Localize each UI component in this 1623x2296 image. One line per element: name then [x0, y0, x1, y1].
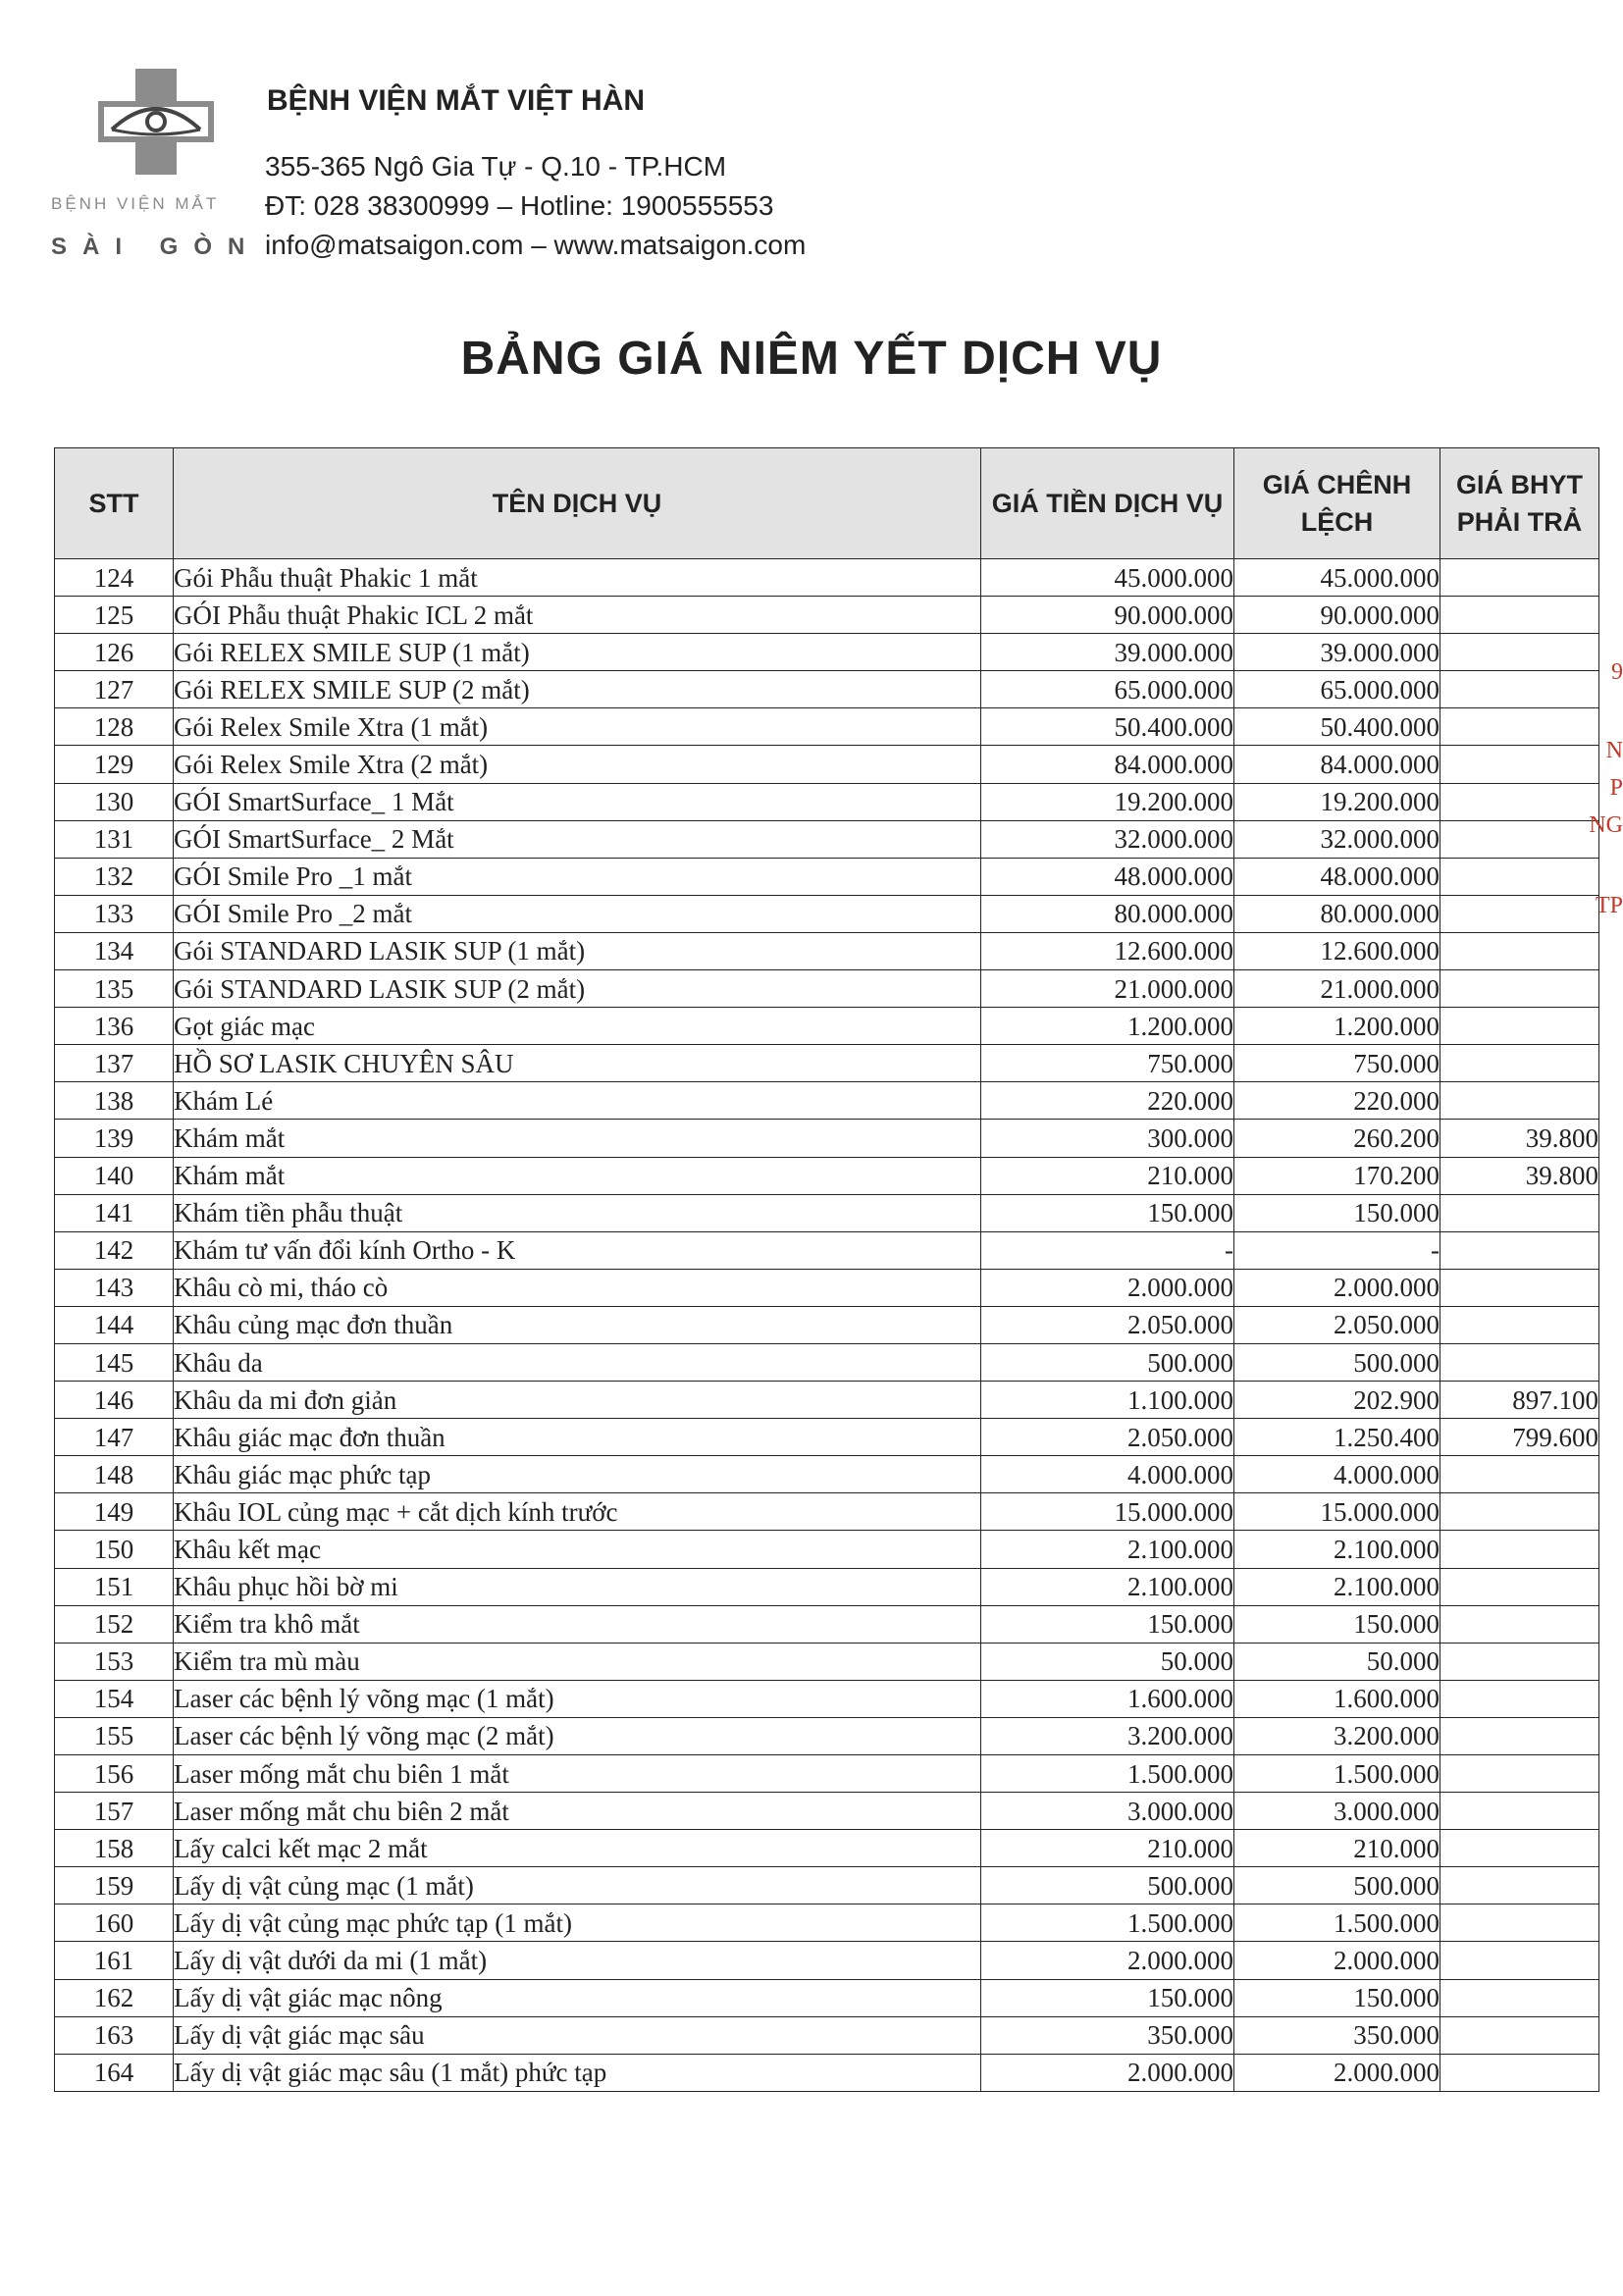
- cell-price-difference: 350.000: [1234, 2016, 1440, 2054]
- cell-service-name: Gói STANDARD LASIK SUP (1 mắt): [174, 932, 981, 969]
- cell-bhyt-price: [1440, 1493, 1599, 1531]
- cell-price-difference: 12.600.000: [1234, 932, 1440, 969]
- cell-service-price: 15.000.000: [981, 1493, 1234, 1531]
- cell-bhyt-price: [1440, 1082, 1599, 1120]
- cell-bhyt-price: [1440, 895, 1599, 932]
- cell-service-price: 150.000: [981, 1194, 1234, 1231]
- cell-service-price: 1.500.000: [981, 1905, 1234, 1942]
- cell-bhyt-price: [1440, 2016, 1599, 2054]
- cell-price-difference: 2.100.000: [1234, 1531, 1440, 1568]
- cell-service-price: 2.050.000: [981, 1419, 1234, 1456]
- cell-service-name: Khâu giác mạc đơn thuần: [174, 1419, 981, 1456]
- cell-service-price: 50.000: [981, 1643, 1234, 1680]
- cell-stt: 146: [55, 1382, 174, 1419]
- cell-service-name: Lấy dị vật củng mạc (1 mắt): [174, 1867, 981, 1905]
- logo-text-line1: BỆNH VIỆN MẮT: [51, 194, 220, 213]
- cell-service-name: Kiểm tra khô mắt: [174, 1605, 981, 1643]
- cell-stt: 141: [55, 1194, 174, 1231]
- table-row: [55, 1793, 1599, 1830]
- cell-service-name: Khâu củng mạc đơn thuần: [174, 1306, 981, 1343]
- cell-service-price: 45.000.000: [981, 559, 1234, 597]
- cell-bhyt-price: [1440, 1680, 1599, 1717]
- cell-stt: 149: [55, 1493, 174, 1531]
- table-row: [55, 1942, 1599, 1979]
- table-row: [55, 1605, 1599, 1643]
- cell-bhyt-price: [1440, 559, 1599, 597]
- cell-price-difference: 48.000.000: [1234, 858, 1440, 895]
- cell-service-price: 21.000.000: [981, 970, 1234, 1008]
- cell-price-difference: 3.200.000: [1234, 1717, 1440, 1754]
- price-table: [54, 447, 1599, 2092]
- table-row: [55, 1157, 1599, 1194]
- cell-price-difference: 150.000: [1234, 1605, 1440, 1643]
- cell-service-price: 1.200.000: [981, 1008, 1234, 1045]
- cell-bhyt-price: [1440, 1867, 1599, 1905]
- cell-service-price: 1.600.000: [981, 1680, 1234, 1717]
- cell-stt: 129: [55, 746, 174, 783]
- cell-service-name: GÓI Smile Pro _2 mắt: [174, 895, 981, 932]
- cell-stt: 138: [55, 1082, 174, 1120]
- cell-price-difference: 2.050.000: [1234, 1306, 1440, 1343]
- cell-stt: 139: [55, 1120, 174, 1157]
- page-title: BẢNG GIÁ NIÊM YẾT DỊCH VỤ: [460, 333, 1163, 385]
- cell-price-difference: -: [1234, 1231, 1440, 1269]
- cell-stt: 159: [55, 1867, 174, 1905]
- header-service-price: GIÁ TIỀN DỊCH VỤ: [981, 448, 1234, 559]
- cell-bhyt-price: [1440, 1343, 1599, 1381]
- cell-service-name: Gói RELEX SMILE SUP (1 mắt): [174, 634, 981, 671]
- table-row: [55, 932, 1599, 969]
- cell-stt: 162: [55, 1979, 174, 2016]
- cell-stt: 126: [55, 634, 174, 671]
- cell-price-difference: 500.000: [1234, 1343, 1440, 1381]
- cell-stt: 143: [55, 1269, 174, 1306]
- table-row: [55, 1643, 1599, 1680]
- cell-price-difference: 210.000: [1234, 1830, 1440, 1867]
- cell-stt: 160: [55, 1905, 174, 1942]
- cell-stt: 152: [55, 1605, 174, 1643]
- table-row: [55, 1045, 1599, 1082]
- cell-service-name: Kiểm tra mù màu: [174, 1643, 981, 1680]
- cell-service-name: Lấy dị vật dưới da mi (1 mắt): [174, 1942, 981, 1979]
- cell-price-difference: 1.600.000: [1234, 1680, 1440, 1717]
- cell-stt: 157: [55, 1793, 174, 1830]
- table-row: [55, 1194, 1599, 1231]
- cell-service-name: GÓI Smile Pro _1 mắt: [174, 858, 981, 895]
- cell-service-name: Khâu giác mạc phức tạp: [174, 1456, 981, 1493]
- cell-stt: 127: [55, 671, 174, 708]
- cell-service-price: 2.100.000: [981, 1568, 1234, 1605]
- cell-price-difference: 2.000.000: [1234, 1269, 1440, 1306]
- cell-price-difference: 50.400.000: [1234, 708, 1440, 746]
- cell-bhyt-price: [1440, 597, 1599, 634]
- cell-service-price: 2.100.000: [981, 1531, 1234, 1568]
- cell-price-difference: 1.500.000: [1234, 1755, 1440, 1793]
- cell-bhyt-price: [1440, 1793, 1599, 1830]
- cell-price-difference: 500.000: [1234, 1867, 1440, 1905]
- cell-stt: 148: [55, 1456, 174, 1493]
- cell-service-price: 210.000: [981, 1830, 1234, 1867]
- cell-stt: 133: [55, 895, 174, 932]
- cell-service-price: 2.050.000: [981, 1306, 1234, 1343]
- table-row: [55, 970, 1599, 1008]
- cell-bhyt-price: [1440, 858, 1599, 895]
- table-row: [55, 1231, 1599, 1269]
- cell-stt: 147: [55, 1419, 174, 1456]
- cell-price-difference: 65.000.000: [1234, 671, 1440, 708]
- hospital-address: 355-365 Ngô Gia Tự - Q.10 - TP.HCM: [265, 151, 727, 182]
- cell-price-difference: 1.200.000: [1234, 1008, 1440, 1045]
- cell-stt: 125: [55, 597, 174, 634]
- cell-stt: 153: [55, 1643, 174, 1680]
- cell-service-price: 1.100.000: [981, 1382, 1234, 1419]
- cell-stt: 151: [55, 1568, 174, 1605]
- cell-service-price: 19.200.000: [981, 783, 1234, 820]
- cell-bhyt-price: [1440, 1194, 1599, 1231]
- table-row: [55, 1382, 1599, 1419]
- table-row: [55, 1568, 1599, 1605]
- cell-price-difference: 2.000.000: [1234, 2054, 1440, 2091]
- cell-service-price: -: [981, 1231, 1234, 1269]
- cell-service-name: Khâu cò mi, tháo cò: [174, 1269, 981, 1306]
- edge-stamp-mark: 9: [1611, 659, 1623, 685]
- cell-service-price: 80.000.000: [981, 895, 1234, 932]
- cell-price-difference: 19.200.000: [1234, 783, 1440, 820]
- table-row: [55, 1905, 1599, 1942]
- cell-service-price: 300.000: [981, 1120, 1234, 1157]
- cell-service-name: Laser các bệnh lý võng mạc (1 mắt): [174, 1680, 981, 1717]
- cell-service-name: Gọt giác mạc: [174, 1008, 981, 1045]
- cell-bhyt-price: [1440, 634, 1599, 671]
- cell-stt: 145: [55, 1343, 174, 1381]
- cell-service-price: 500.000: [981, 1867, 1234, 1905]
- table-row: [55, 1343, 1599, 1381]
- cell-service-name: Lấy dị vật giác mạc nông: [174, 1979, 981, 2016]
- edge-stamp-mark: P: [1609, 775, 1623, 801]
- cell-bhyt-price: 897.100: [1440, 1382, 1599, 1419]
- table-row: [55, 634, 1599, 671]
- cell-service-name: Laser các bệnh lý võng mạc (2 mắt): [174, 1717, 981, 1754]
- cell-price-difference: 202.900: [1234, 1382, 1440, 1419]
- cell-price-difference: 50.000: [1234, 1643, 1440, 1680]
- hospital-name: BỆNH VIỆN MẮT VIỆT HÀN: [267, 84, 646, 117]
- table-row: [55, 858, 1599, 895]
- table-row: [55, 820, 1599, 858]
- table-row: [55, 1531, 1599, 1568]
- cell-service-price: 150.000: [981, 1979, 1234, 2016]
- cell-service-name: Khám tiền phẫu thuật: [174, 1194, 981, 1231]
- cell-stt: 135: [55, 970, 174, 1008]
- header-stt: STT: [55, 448, 174, 559]
- cell-price-difference: 32.000.000: [1234, 820, 1440, 858]
- cell-service-name: Khám mắt: [174, 1120, 981, 1157]
- table-row: [55, 671, 1599, 708]
- cell-price-difference: 220.000: [1234, 1082, 1440, 1120]
- cell-price-difference: 1.250.400: [1234, 1419, 1440, 1456]
- cell-price-difference: 260.200: [1234, 1120, 1440, 1157]
- cell-service-name: Lấy dị vật giác mạc sâu: [174, 2016, 981, 2054]
- cell-bhyt-price: 799.600: [1440, 1419, 1599, 1456]
- cell-bhyt-price: [1440, 1979, 1599, 2016]
- edge-stamp-mark: NG: [1589, 812, 1623, 838]
- cell-stt: 156: [55, 1755, 174, 1793]
- cell-service-price: 350.000: [981, 2016, 1234, 2054]
- cell-bhyt-price: [1440, 970, 1599, 1008]
- cell-service-price: 220.000: [981, 1082, 1234, 1120]
- cell-service-price: 50.400.000: [981, 708, 1234, 746]
- cell-bhyt-price: [1440, 932, 1599, 969]
- cell-stt: 136: [55, 1008, 174, 1045]
- cell-bhyt-price: [1440, 746, 1599, 783]
- cell-service-price: 2.000.000: [981, 1942, 1234, 1979]
- cell-service-name: Lấy calci kết mạc 2 mắt: [174, 1830, 981, 1867]
- table-row: [55, 1306, 1599, 1343]
- cell-service-price: 39.000.000: [981, 634, 1234, 671]
- cell-stt: 154: [55, 1680, 174, 1717]
- cell-service-name: Lấy dị vật củng mạc phức tạp (1 mắt): [174, 1905, 981, 1942]
- cell-service-name: Lấy dị vật giác mạc sâu (1 mắt) phức tạp: [174, 2054, 981, 2091]
- cell-stt: 130: [55, 783, 174, 820]
- table-row: [55, 597, 1599, 634]
- cell-bhyt-price: [1440, 1905, 1599, 1942]
- cell-bhyt-price: [1440, 1568, 1599, 1605]
- cell-service-name: Gói Phẫu thuật Phakic 1 mắt: [174, 559, 981, 597]
- cell-price-difference: 3.000.000: [1234, 1793, 1440, 1830]
- cell-bhyt-price: [1440, 671, 1599, 708]
- cell-stt: 131: [55, 820, 174, 858]
- cell-stt: 155: [55, 1717, 174, 1754]
- cell-bhyt-price: [1440, 1306, 1599, 1343]
- cell-service-price: 2.000.000: [981, 1269, 1234, 1306]
- cell-service-price: 500.000: [981, 1343, 1234, 1381]
- table-row: [55, 1456, 1599, 1493]
- cell-service-name: Khâu kết mạc: [174, 1531, 981, 1568]
- cell-bhyt-price: [1440, 1717, 1599, 1754]
- cell-stt: 144: [55, 1306, 174, 1343]
- cell-service-name: Khâu phục hồi bờ mi: [174, 1568, 981, 1605]
- cell-service-name: GÓI SmartSurface_ 1 Mắt: [174, 783, 981, 820]
- cell-service-name: GÓI Phẫu thuật Phakic ICL 2 mắt: [174, 597, 981, 634]
- hospital-phone: ĐT: 028 38300999 – Hotline: 1900555553: [265, 190, 774, 221]
- table-row: [55, 1082, 1599, 1120]
- cell-service-name: Gói RELEX SMILE SUP (2 mắt): [174, 671, 981, 708]
- table-row: [55, 783, 1599, 820]
- edge-stamp-mark: TP: [1595, 893, 1623, 918]
- table-row: [55, 1269, 1599, 1306]
- cell-price-difference: 15.000.000: [1234, 1493, 1440, 1531]
- cell-service-name: Khám Lé: [174, 1082, 981, 1120]
- cell-bhyt-price: [1440, 783, 1599, 820]
- cell-bhyt-price: [1440, 1269, 1599, 1306]
- cell-price-difference: 4.000.000: [1234, 1456, 1440, 1493]
- cell-bhyt-price: [1440, 1942, 1599, 1979]
- cell-service-name: HỒ SƠ LASIK CHUYÊN SÂU: [174, 1045, 981, 1082]
- cell-service-name: Khâu da mi đơn giản: [174, 1382, 981, 1419]
- cell-bhyt-price: [1440, 1456, 1599, 1493]
- cell-service-price: 65.000.000: [981, 671, 1234, 708]
- cell-price-difference: 1.500.000: [1234, 1905, 1440, 1942]
- cell-price-difference: 90.000.000: [1234, 597, 1440, 634]
- cell-stt: 158: [55, 1830, 174, 1867]
- cell-service-price: 48.000.000: [981, 858, 1234, 895]
- header-service-name: TÊN DỊCH VỤ: [174, 448, 981, 559]
- table-row: [55, 559, 1599, 597]
- cell-bhyt-price: [1440, 708, 1599, 746]
- cell-stt: 124: [55, 559, 174, 597]
- table-row: [55, 1680, 1599, 1717]
- cell-service-price: 12.600.000: [981, 932, 1234, 969]
- cell-service-name: Khám tư vấn đổi kính Ortho - K: [174, 1231, 981, 1269]
- cell-bhyt-price: 39.800: [1440, 1157, 1599, 1194]
- cell-price-difference: 84.000.000: [1234, 746, 1440, 783]
- cell-service-name: Khám mắt: [174, 1157, 981, 1194]
- cell-service-price: 32.000.000: [981, 820, 1234, 858]
- hospital-logo-icon: [98, 69, 214, 175]
- cell-price-difference: 21.000.000: [1234, 970, 1440, 1008]
- table-body: [55, 559, 1599, 2092]
- cell-price-difference: 80.000.000: [1234, 895, 1440, 932]
- cell-price-difference: 2.100.000: [1234, 1568, 1440, 1605]
- cell-stt: 163: [55, 2016, 174, 2054]
- cell-service-price: 3.200.000: [981, 1717, 1234, 1754]
- cell-bhyt-price: 39.800: [1440, 1120, 1599, 1157]
- cell-stt: 161: [55, 1942, 174, 1979]
- cell-bhyt-price: [1440, 1830, 1599, 1867]
- cell-service-name: Laser mống mắt chu biên 2 mắt: [174, 1793, 981, 1830]
- cell-service-price: 4.000.000: [981, 1456, 1234, 1493]
- cell-price-difference: 45.000.000: [1234, 559, 1440, 597]
- table-row: [55, 1717, 1599, 1754]
- cell-bhyt-price: [1440, 1008, 1599, 1045]
- cell-bhyt-price: [1440, 1045, 1599, 1082]
- cell-service-name: GÓI SmartSurface_ 2 Mắt: [174, 820, 981, 858]
- cell-bhyt-price: [1440, 1643, 1599, 1680]
- header-price-difference: GIÁ CHÊNH LỆCH: [1234, 448, 1440, 559]
- cell-stt: 137: [55, 1045, 174, 1082]
- cell-stt: 128: [55, 708, 174, 746]
- cell-service-price: 3.000.000: [981, 1793, 1234, 1830]
- cell-stt: 132: [55, 858, 174, 895]
- cell-service-price: 210.000: [981, 1157, 1234, 1194]
- cell-service-price: 84.000.000: [981, 746, 1234, 783]
- table-row: [55, 1493, 1599, 1531]
- logo-text-line2: SÀI GÒN: [51, 234, 261, 260]
- cell-price-difference: 2.000.000: [1234, 1942, 1440, 1979]
- cell-service-price: 90.000.000: [981, 597, 1234, 634]
- cell-bhyt-price: [1440, 1755, 1599, 1793]
- table-row: [55, 1419, 1599, 1456]
- table-row: [55, 1755, 1599, 1793]
- table-row: [55, 1008, 1599, 1045]
- edge-stamp-mark: N: [1605, 738, 1623, 763]
- hospital-email-web: info@matsaigon.com – www.matsaigon.com: [265, 230, 807, 260]
- table-row: [55, 1867, 1599, 1905]
- cell-price-difference: 150.000: [1234, 1194, 1440, 1231]
- cell-stt: 150: [55, 1531, 174, 1568]
- table-row: [55, 1979, 1599, 2016]
- table-row: [55, 1120, 1599, 1157]
- cell-price-difference: 170.200: [1234, 1157, 1440, 1194]
- cell-bhyt-price: [1440, 820, 1599, 858]
- table-row: [55, 708, 1599, 746]
- table-header-row: [55, 448, 1599, 559]
- cell-stt: 164: [55, 2054, 174, 2091]
- cell-service-price: 750.000: [981, 1045, 1234, 1082]
- cell-service-price: 1.500.000: [981, 1755, 1234, 1793]
- cell-stt: 134: [55, 932, 174, 969]
- cell-service-price: 2.000.000: [981, 2054, 1234, 2091]
- header-bhyt-price: GIÁ BHYT PHẢI TRẢ: [1440, 448, 1599, 559]
- cell-service-name: Gói Relex Smile Xtra (2 mắt): [174, 746, 981, 783]
- cell-price-difference: 39.000.000: [1234, 634, 1440, 671]
- cell-service-name: Khâu da: [174, 1343, 981, 1381]
- cell-stt: 140: [55, 1157, 174, 1194]
- table-row: [55, 1830, 1599, 1867]
- cell-price-difference: 150.000: [1234, 1979, 1440, 2016]
- cell-service-name: Laser mống mắt chu biên 1 mắt: [174, 1755, 981, 1793]
- cell-bhyt-price: [1440, 1605, 1599, 1643]
- table-row: [55, 2054, 1599, 2091]
- cell-price-difference: 750.000: [1234, 1045, 1440, 1082]
- cell-bhyt-price: [1440, 1531, 1599, 1568]
- table-row: [55, 895, 1599, 932]
- cell-service-name: Khâu IOL củng mạc + cắt dịch kính trước: [174, 1493, 981, 1531]
- cell-service-name: Gói STANDARD LASIK SUP (2 mắt): [174, 970, 981, 1008]
- cell-bhyt-price: [1440, 1231, 1599, 1269]
- cell-bhyt-price: [1440, 2054, 1599, 2091]
- cell-stt: 142: [55, 1231, 174, 1269]
- table-row: [55, 2016, 1599, 2054]
- table-row: [55, 746, 1599, 783]
- cell-service-name: Gói Relex Smile Xtra (1 mắt): [174, 708, 981, 746]
- cell-service-price: 150.000: [981, 1605, 1234, 1643]
